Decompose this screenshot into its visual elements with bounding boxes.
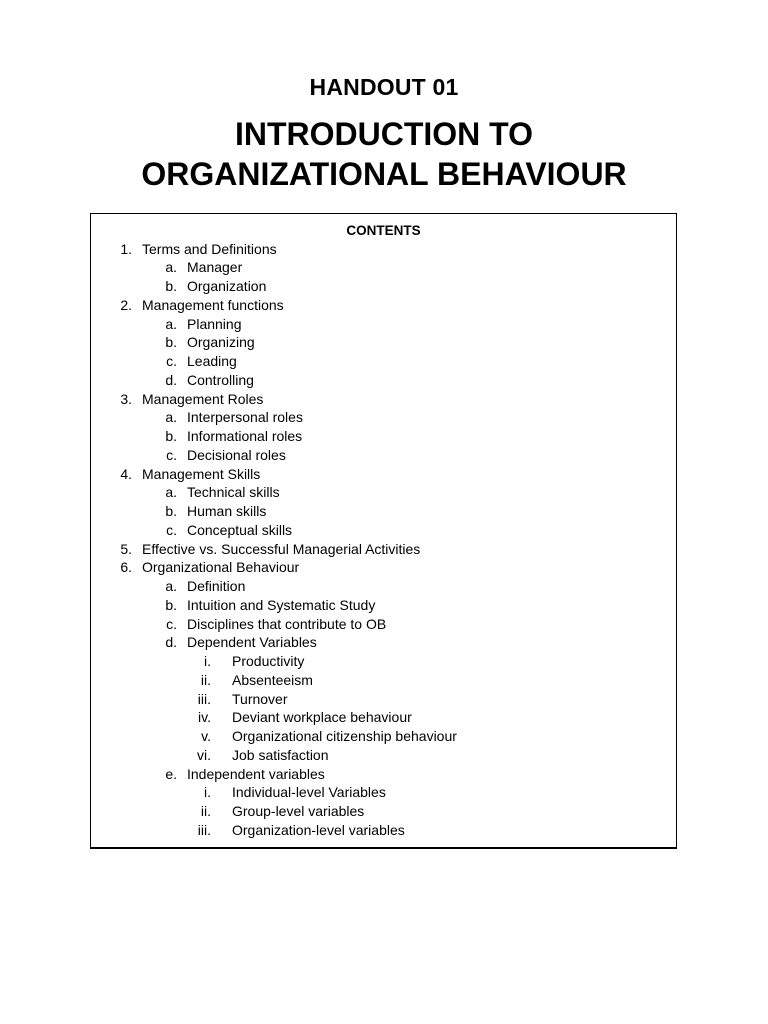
- contents-item-text: Effective vs. Successful Managerial Activities: [142, 540, 421, 557]
- contents-item-marker: 6.: [120, 559, 132, 576]
- contents-item-marker: iv.: [198, 709, 211, 726]
- contents-item-marker: i.: [204, 653, 211, 669]
- contents-item-marker: iii.: [197, 690, 211, 707]
- contents-item-text: Productivity: [232, 653, 305, 669]
- contents-item-text: Independent variables: [187, 765, 325, 782]
- contents-item-text: Job satisfaction: [232, 746, 329, 763]
- contents-item-text: Manager: [187, 259, 243, 276]
- contents-item-marker: b.: [165, 428, 177, 444]
- contents-item-marker: d.: [165, 634, 177, 651]
- contents-item-marker: 2.: [120, 296, 132, 313]
- contents-item-marker: b.: [165, 503, 177, 519]
- contents-item-text: Terms and Definitions: [142, 240, 277, 257]
- contents-item-text: Absenteeism: [232, 671, 313, 688]
- contents-item-marker: iii.: [197, 821, 211, 838]
- document-title: [0, 114, 768, 194]
- contents-item-marker: vi.: [197, 746, 211, 763]
- contents-item-marker: a.: [165, 315, 177, 332]
- contents-item-text: Planning: [187, 315, 242, 332]
- contents-item-text: Individual-level Variables: [232, 784, 386, 801]
- contents-item-text: Controlling: [187, 371, 254, 388]
- contents-item-marker: d.: [165, 371, 177, 388]
- contents-item-marker: a.: [165, 259, 177, 276]
- contents-item-text: Management functions: [142, 296, 284, 313]
- contents-item-marker: c.: [166, 353, 177, 369]
- contents-item-marker: c.: [166, 521, 177, 538]
- contents-item-text: Informational roles: [187, 428, 303, 444]
- contents-box: [90, 213, 677, 849]
- handout-label: HANDOUT 01: [309, 74, 459, 100]
- contents-item-text: Human skills: [187, 503, 267, 519]
- contents-heading: CONTENTS: [346, 223, 421, 238]
- contents-item-text: Definition: [187, 578, 246, 594]
- contents-item-text: Organization-level variables: [232, 821, 405, 838]
- contents-item-text: Management Roles: [142, 390, 264, 407]
- contents-item-marker: a.: [165, 484, 177, 501]
- contents-item-text: Organization: [187, 278, 267, 294]
- contents-item-text: Disciplines that contribute to OB: [187, 615, 387, 632]
- contents-item-text: Intuition and Systematic Study: [187, 596, 376, 613]
- contents-item-marker: v.: [201, 728, 211, 744]
- contents-item-marker: ii.: [200, 803, 211, 819]
- contents-item-marker: 3.: [120, 390, 132, 407]
- contents-item-marker: b.: [165, 278, 177, 294]
- contents-item-text: Organizing: [187, 334, 255, 351]
- contents-item-text: Conceptual skills: [187, 521, 293, 538]
- contents-item-text: Organizational Behaviour: [142, 559, 300, 576]
- contents-item-marker: a.: [165, 409, 177, 426]
- contents-item-marker: e.: [165, 765, 177, 782]
- contents-item-marker: c.: [166, 615, 177, 632]
- contents-item-marker: 4.: [120, 465, 132, 482]
- contents-item-text: Interpersonal roles: [187, 409, 303, 426]
- contents-item-marker: 1.: [120, 240, 132, 257]
- contents-item-text: Turnover: [232, 690, 288, 707]
- contents-item-marker: c.: [166, 446, 177, 463]
- contents-item-marker: a.: [165, 578, 177, 594]
- contents-item-marker: b.: [165, 596, 177, 613]
- contents-item-text: Decisional roles: [187, 446, 286, 463]
- contents-item-marker: ii.: [200, 671, 211, 688]
- contents-item-text: Deviant workplace behaviour: [232, 709, 412, 726]
- contents-item-marker: b.: [165, 334, 177, 351]
- contents-item-text: Organizational citizenship behaviour: [232, 728, 457, 744]
- contents-item-text: Dependent Variables: [187, 634, 317, 651]
- contents-item-text: Group-level variables: [232, 803, 365, 819]
- contents-item-text: Leading: [187, 353, 237, 369]
- contents-item-text: Management Skills: [142, 465, 261, 482]
- title-line-2: ORGANIZATIONAL BEHAVIOUR: [141, 156, 627, 192]
- contents-item-marker: i.: [204, 784, 211, 801]
- contents-item-text: Technical skills: [187, 484, 280, 501]
- contents-item-marker: 5.: [120, 540, 132, 557]
- title-line-1: INTRODUCTION TO: [234, 116, 534, 152]
